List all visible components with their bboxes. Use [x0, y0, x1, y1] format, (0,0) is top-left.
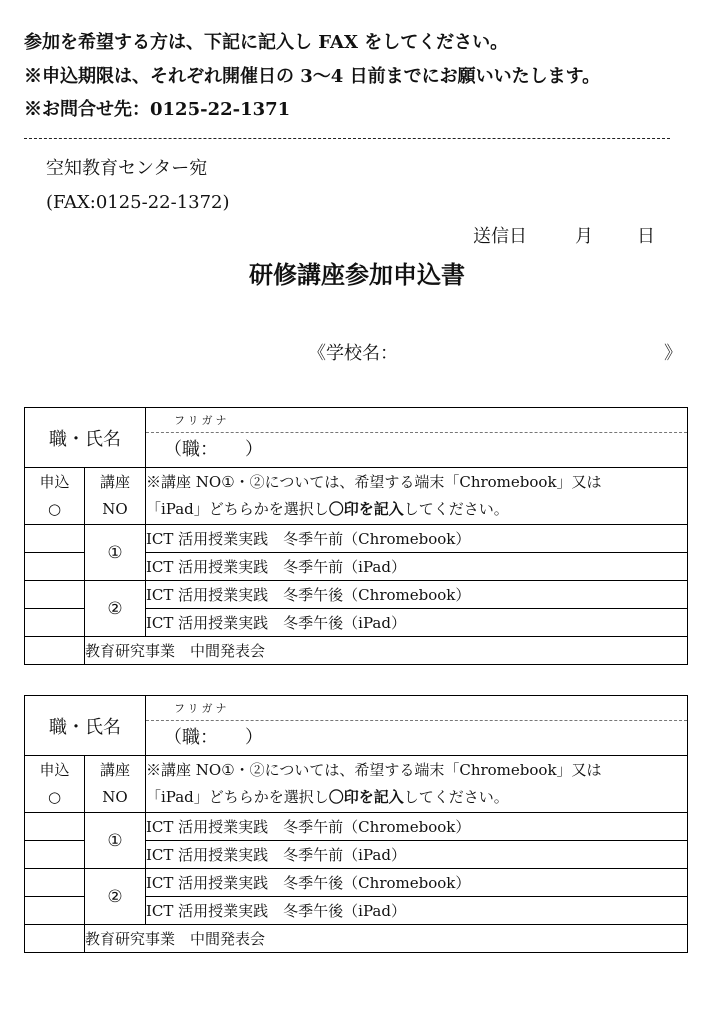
name-field[interactable]	[146, 696, 688, 756]
apply-checkbox[interactable]	[25, 869, 85, 897]
course-row: ICT 活用授業実践 冬季午前（Chromebook）	[146, 813, 688, 841]
send-date-label: 送信日	[473, 226, 527, 247]
contact-note: ※お問合せ先：0125-22-1371	[24, 99, 291, 120]
apply-label: 申込	[39, 761, 70, 779]
apply-checkbox[interactable]	[25, 525, 85, 553]
page-title: 研修講座参加申込書	[249, 260, 465, 289]
selection-note: ※講座 NO①・②については、希望する端末「Chromebook」又は 「iPad」どちらかを選択し〇印を記入してください。	[146, 468, 688, 525]
position-label: （職： ）	[164, 727, 263, 748]
course-row: ICT 活用授業実践 冬季午後（iPad）	[146, 897, 688, 925]
course-no-2: ②	[85, 581, 146, 637]
apply-checkbox[interactable]	[25, 925, 85, 953]
apply-mark-label: ○	[47, 500, 62, 518]
send-date-month: 月	[575, 226, 593, 247]
furigana-label: フリガナ	[146, 409, 687, 433]
course-row: ICT 活用授業実践 冬季午後（iPad）	[146, 609, 688, 637]
recipient: 空知教育センター宛	[46, 158, 208, 179]
deadline-note: ※申込期限は、それぞれ開催日の 3～4 日前までにお願いいたします。	[24, 66, 601, 87]
apply-mark-label: ○	[47, 788, 62, 806]
course-no-header	[85, 756, 146, 813]
apply-checkbox[interactable]	[25, 637, 85, 665]
course-row: 教育研究事業 中間発表会	[85, 637, 688, 665]
course-row: ICT 活用授業実践 冬季午後（Chromebook）	[146, 869, 688, 897]
position-label: （職： ）	[164, 439, 263, 460]
apply-checkbox[interactable]	[25, 897, 85, 925]
selection-note: ※講座 NO①・②については、希望する端末「Chromebook」又は 「iPad」どちらかを選択し〇印を記入してください。	[146, 756, 688, 813]
course-row: ICT 活用授業実践 冬季午後（Chromebook）	[146, 581, 688, 609]
no-label: NO	[102, 500, 128, 518]
furigana-label: フリガナ	[146, 697, 687, 721]
school-name-label: 《学校名：	[308, 343, 398, 364]
recipient-fax: (FAX:0125-22-1372)	[46, 192, 230, 213]
apply-checkbox[interactable]	[25, 609, 85, 637]
no-label: NO	[102, 788, 128, 806]
course-row: ICT 活用授業実践 冬季午前（iPad）	[146, 841, 688, 869]
send-date-day: 日	[637, 226, 655, 247]
name-label: 職・氏名	[25, 696, 146, 756]
apply-header	[25, 756, 85, 813]
apply-header	[25, 468, 85, 525]
course-row: 教育研究事業 中間発表会	[85, 925, 688, 953]
apply-label: 申込	[39, 473, 70, 491]
course-row: ICT 活用授業実践 冬季午前（iPad）	[146, 553, 688, 581]
apply-checkbox[interactable]	[25, 841, 85, 869]
course-no-1: ①	[85, 813, 146, 869]
apply-checkbox[interactable]	[25, 553, 85, 581]
instruction-line-1: 参加を希望する方は、下記に記入し FAX をしてください。	[24, 32, 509, 53]
school-name-close: 》	[664, 343, 682, 364]
course-no-1: ①	[85, 525, 146, 581]
application-form-1	[24, 407, 688, 665]
course-no-2: ②	[85, 869, 146, 925]
cut-line-divider	[24, 138, 670, 139]
course-label: 講座	[99, 761, 130, 779]
apply-checkbox[interactable]	[25, 813, 85, 841]
course-label: 講座	[99, 473, 130, 491]
application-form-2	[24, 695, 688, 953]
name-field[interactable]	[146, 408, 688, 468]
name-label: 職・氏名	[25, 408, 146, 468]
course-row: ICT 活用授業実践 冬季午前（Chromebook）	[146, 525, 688, 553]
course-no-header	[85, 468, 146, 525]
apply-checkbox[interactable]	[25, 581, 85, 609]
